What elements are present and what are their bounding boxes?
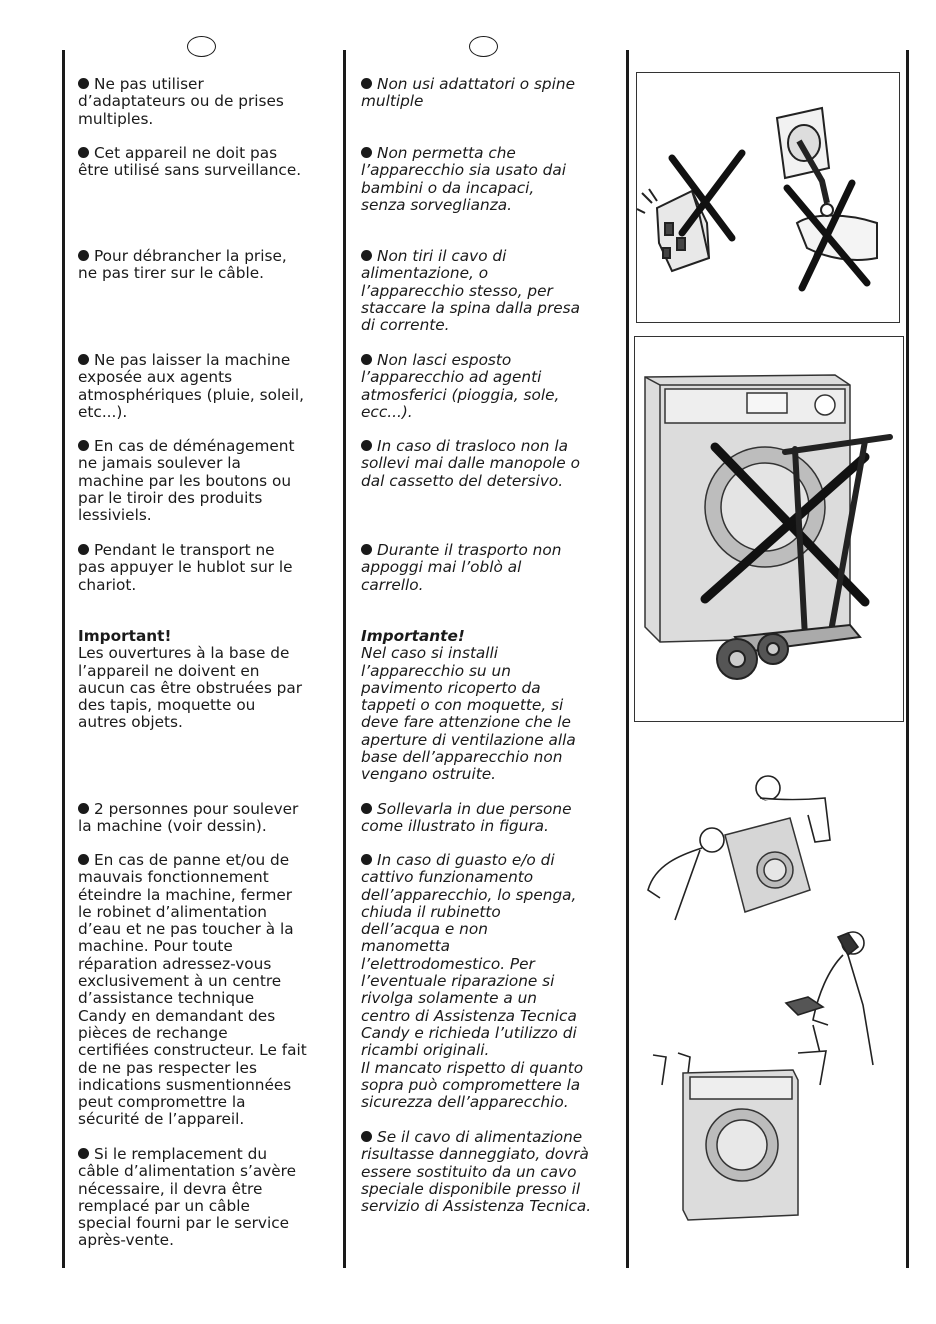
fr-item-weather: Ne pas laisser la machine exposée aux agents atmosphériques (pluie, soleil, etc...). [78,351,304,421]
fr-item-two-persons: 2 personnes pour soulever la machine (voir dessin). [78,800,299,836]
bullet-icon [78,440,89,451]
it-item-adapters: Non usi adattatori o spine multiple [361,75,575,111]
bullet-icon [361,544,372,555]
bullet-icon [78,147,89,158]
bullet-icon [361,78,372,89]
french-language-marker [187,36,216,57]
far-right-column-rule [906,50,909,1268]
it-item-weather: Non lasci esposto l’apparecchio ad agenti atmosferici (pioggia, sole, ecc...). [361,351,560,421]
two-persons-lifting-illustration [640,770,840,930]
fr-important-heading: Important! [78,627,172,645]
bullet-icon [361,803,372,814]
trolley-illustration [634,336,904,722]
fr-item-cable: Si le remplacement du câble d’alimentation s’avère nécessaire, il devra être remplacé par un câble special fourni par le service après-vente. [78,1145,297,1250]
bullet-icon [78,1148,89,1159]
fr-item-supervision: Cet appareil ne doit pas être utilisé sans surveillance. [78,144,302,180]
it-item-breakdown: In caso di guasto e/o di cattivo funzionamento dell’apparecchio, lo spenga, chiuda il rubinetto dell’acqua e non manometta l’elettrodomestico. Per l’eventuale riparazione si rivolga solamente a un centro di Assistenza Tecnica Candy e richieda l’utilizzo di ricambi originali. Il mancato rispetto di quanto sopra può compromettere la sicurezza dell’apparecchio. [361,851,584,1112]
fr-item-moving: En cas de déménagement ne jamais soulever la machine par les boutons ou par le tiroir des produits lessiviels. [78,437,295,525]
fr-item-transport: Pendant le transport ne pas appuyer le hublot sur le chariot. [78,541,293,594]
fr-item-unplug: Pour débrancher la prise, ne pas tirer sur le câble. [78,247,287,283]
service-drawing [648,925,878,1230]
bullet-icon [78,544,89,555]
fr-important: Important! Les ouvertures à la base de l’appareil ne doivent en aucun cas être obstruées par des tapis, moquette ou autres objets. [78,627,303,732]
adapter-plug-illustration [636,72,900,323]
it-item-transport: Durante il trasporto non appoggi mai l’oblò al carrello. [361,541,562,594]
trolley-drawing [635,337,903,721]
adapter-plug-drawing [637,73,899,322]
bullet-icon [361,854,372,865]
bullet-icon [78,803,89,814]
italian-language-marker [469,36,498,57]
it-item-two-persons: Sollevarla in due persone come illustrato in figura. [361,800,572,836]
it-important: Importante! Nel caso si installi l’apparecchio su un pavimento ricoperto da tappeti o con moquette, si deve fare attenzione che le aperture di ventilazione alla base dell’apparecchio non vengano ostruite. [361,627,576,784]
it-item-supervision: Non permetta che l’apparecchio sia usato dai bambini o da incapaci, senza sorveglianza. [361,144,567,214]
middle-column-rule [343,50,346,1268]
it-item-unplug: Non tiri il cavo di alimentazione, o l’apparecchio stesso, per staccare la spina dalla presa di corrente. [361,247,581,335]
lifting-drawing [640,770,840,930]
fr-item-adapters: Ne pas utiliser d’adaptateurs ou de prises multiples. [78,75,284,128]
it-item-moving: In caso di trasloco non la sollevi mai dalle manopole o dal cassetto del detersivo. [361,437,580,490]
left-column-rule [62,50,65,1268]
right-column-rule [626,50,629,1268]
technician-service-illustration [648,925,878,1230]
fr-item-breakdown: En cas de panne et/ou de mauvais fonctionnement éteindre la machine, fermer le robinet d’alimentation d’eau et ne pas toucher à la machine. Pour toute réparation adressez-vous exclusivement à un centre d’assistance technique Candy en demandant des pièces de rechange certifiées constructeur. Le fait de ne pas respecter les indications susmentionnées peut compromettre la sécurité de l’appareil. [78,851,307,1129]
it-item-cable: Se il cavo di alimentazione risultasse danneggiato, dovrà essere sostituito da un cavo speciale disponibile presso il servizio di Assistenza Tecnica. [361,1128,592,1216]
bullet-icon [78,78,89,89]
bullet-icon [361,147,372,158]
bullet-icon [78,854,89,865]
bullet-icon [78,250,89,261]
bullet-icon [361,1131,372,1142]
bullet-icon [361,440,372,451]
bullet-icon [361,354,372,365]
bullet-icon [361,250,372,261]
it-important-heading: Importante! [361,627,465,645]
bullet-icon [78,354,89,365]
